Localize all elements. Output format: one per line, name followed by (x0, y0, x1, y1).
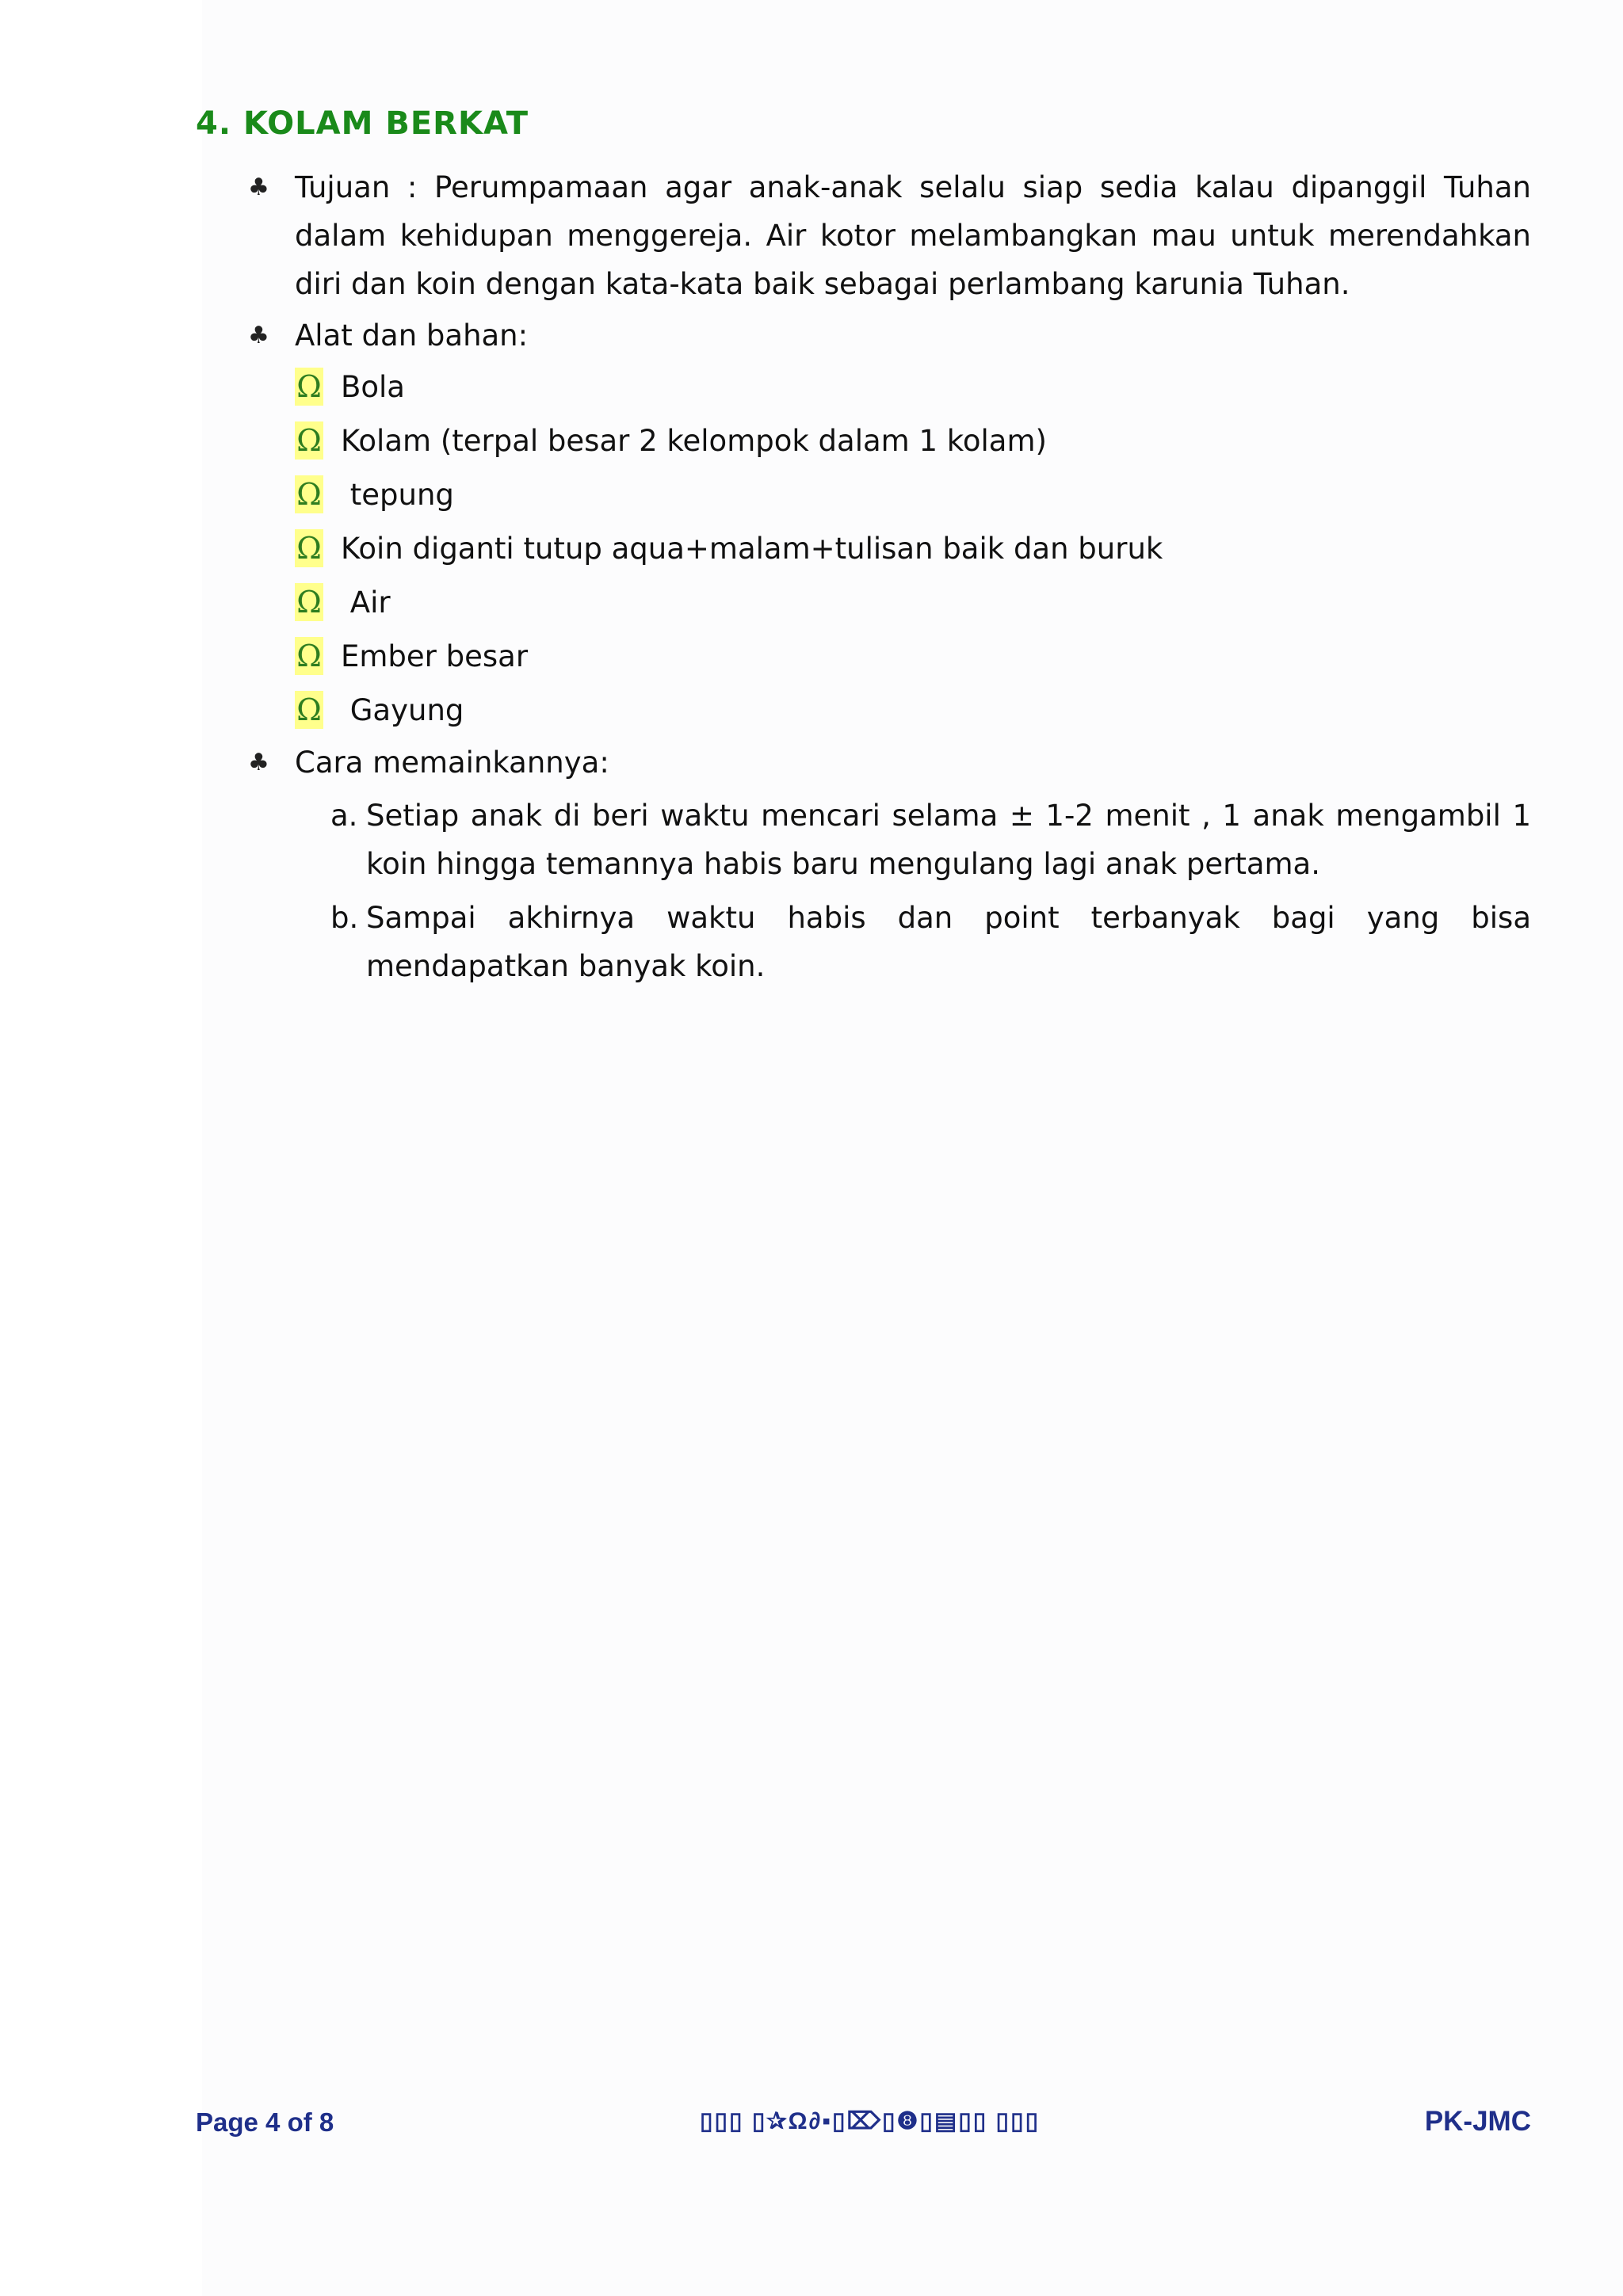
page-number: Page 4 of 8 (196, 2107, 334, 2137)
omega-icon: Ω (295, 583, 323, 621)
material-item (295, 629, 1531, 683)
bullet-purpose (196, 163, 1531, 308)
section-heading: 4. KOLAM BERKAT (196, 105, 529, 142)
omega-icon: Ω (295, 637, 323, 675)
bullet-materials (196, 311, 1531, 360)
document-content (196, 101, 1531, 996)
purpose-text: Tujuan : Perumpamaan agar anak-anak selalu siap sedia kalau dipanggil Tuhan dalam kehidupan menggereja. Air kotor melambangkan mau untuk merendahkan diri dan koin dengan kata-kata baik sebagai perlambang karunia Tuhan. (295, 170, 1531, 301)
club-icon: ♣ (248, 749, 269, 776)
material-item (295, 414, 1531, 467)
material-item (295, 521, 1531, 575)
material-label: Ember besar (341, 639, 529, 673)
step-item (330, 791, 1531, 888)
material-label: Gayung (341, 692, 464, 727)
step-text: Sampai akhirnya waktu habis dan point terbanyak bagi yang bisa mendapatkan banyak koin. (366, 901, 1531, 983)
how-to-play-label: Cara memainkannya: (295, 746, 609, 780)
page-footer (196, 2100, 1531, 2147)
material-item (295, 467, 1531, 521)
omega-icon: Ω (295, 475, 323, 513)
step-letter: a. (330, 799, 358, 833)
material-item (295, 360, 1531, 414)
omega-icon: Ω (295, 368, 323, 406)
bullet-how-to-play (196, 738, 1531, 787)
club-icon: ♣ (248, 322, 269, 349)
footer-symbols: ▯▯▯ ▯✰Ω∂▪▯⌦▯❽▯▤▯▯ ▯▯▯ (700, 2108, 1041, 2134)
material-label: Kolam (terpal besar 2 kelompok dalam 1 kolam) (341, 423, 1047, 458)
materials-label: Alat dan bahan: (295, 318, 529, 353)
step-item (330, 894, 1531, 990)
materials-list (295, 360, 1531, 737)
material-label: Air (341, 585, 391, 620)
omega-icon: Ω (295, 691, 323, 729)
omega-icon: Ω (295, 421, 323, 460)
omega-icon: Ω (295, 529, 323, 567)
step-letter: b. (330, 901, 359, 935)
step-text: Setiap anak di beri waktu mencari selama ± 1-2 menit , 1 anak mengambil 1 koin hingga temannya habis baru mengulang lagi anak pertama. (366, 799, 1531, 881)
material-label: Bola (341, 369, 405, 404)
footer-label: PK-JMC (1424, 2106, 1531, 2137)
material-label: tepung (341, 477, 454, 512)
material-item (295, 683, 1531, 737)
material-item (295, 575, 1531, 629)
material-label: Koin diganti tutup aqua+malam+tulisan baik dan buruk (341, 531, 1163, 566)
steps-list (330, 791, 1531, 990)
club-icon: ♣ (248, 174, 269, 201)
